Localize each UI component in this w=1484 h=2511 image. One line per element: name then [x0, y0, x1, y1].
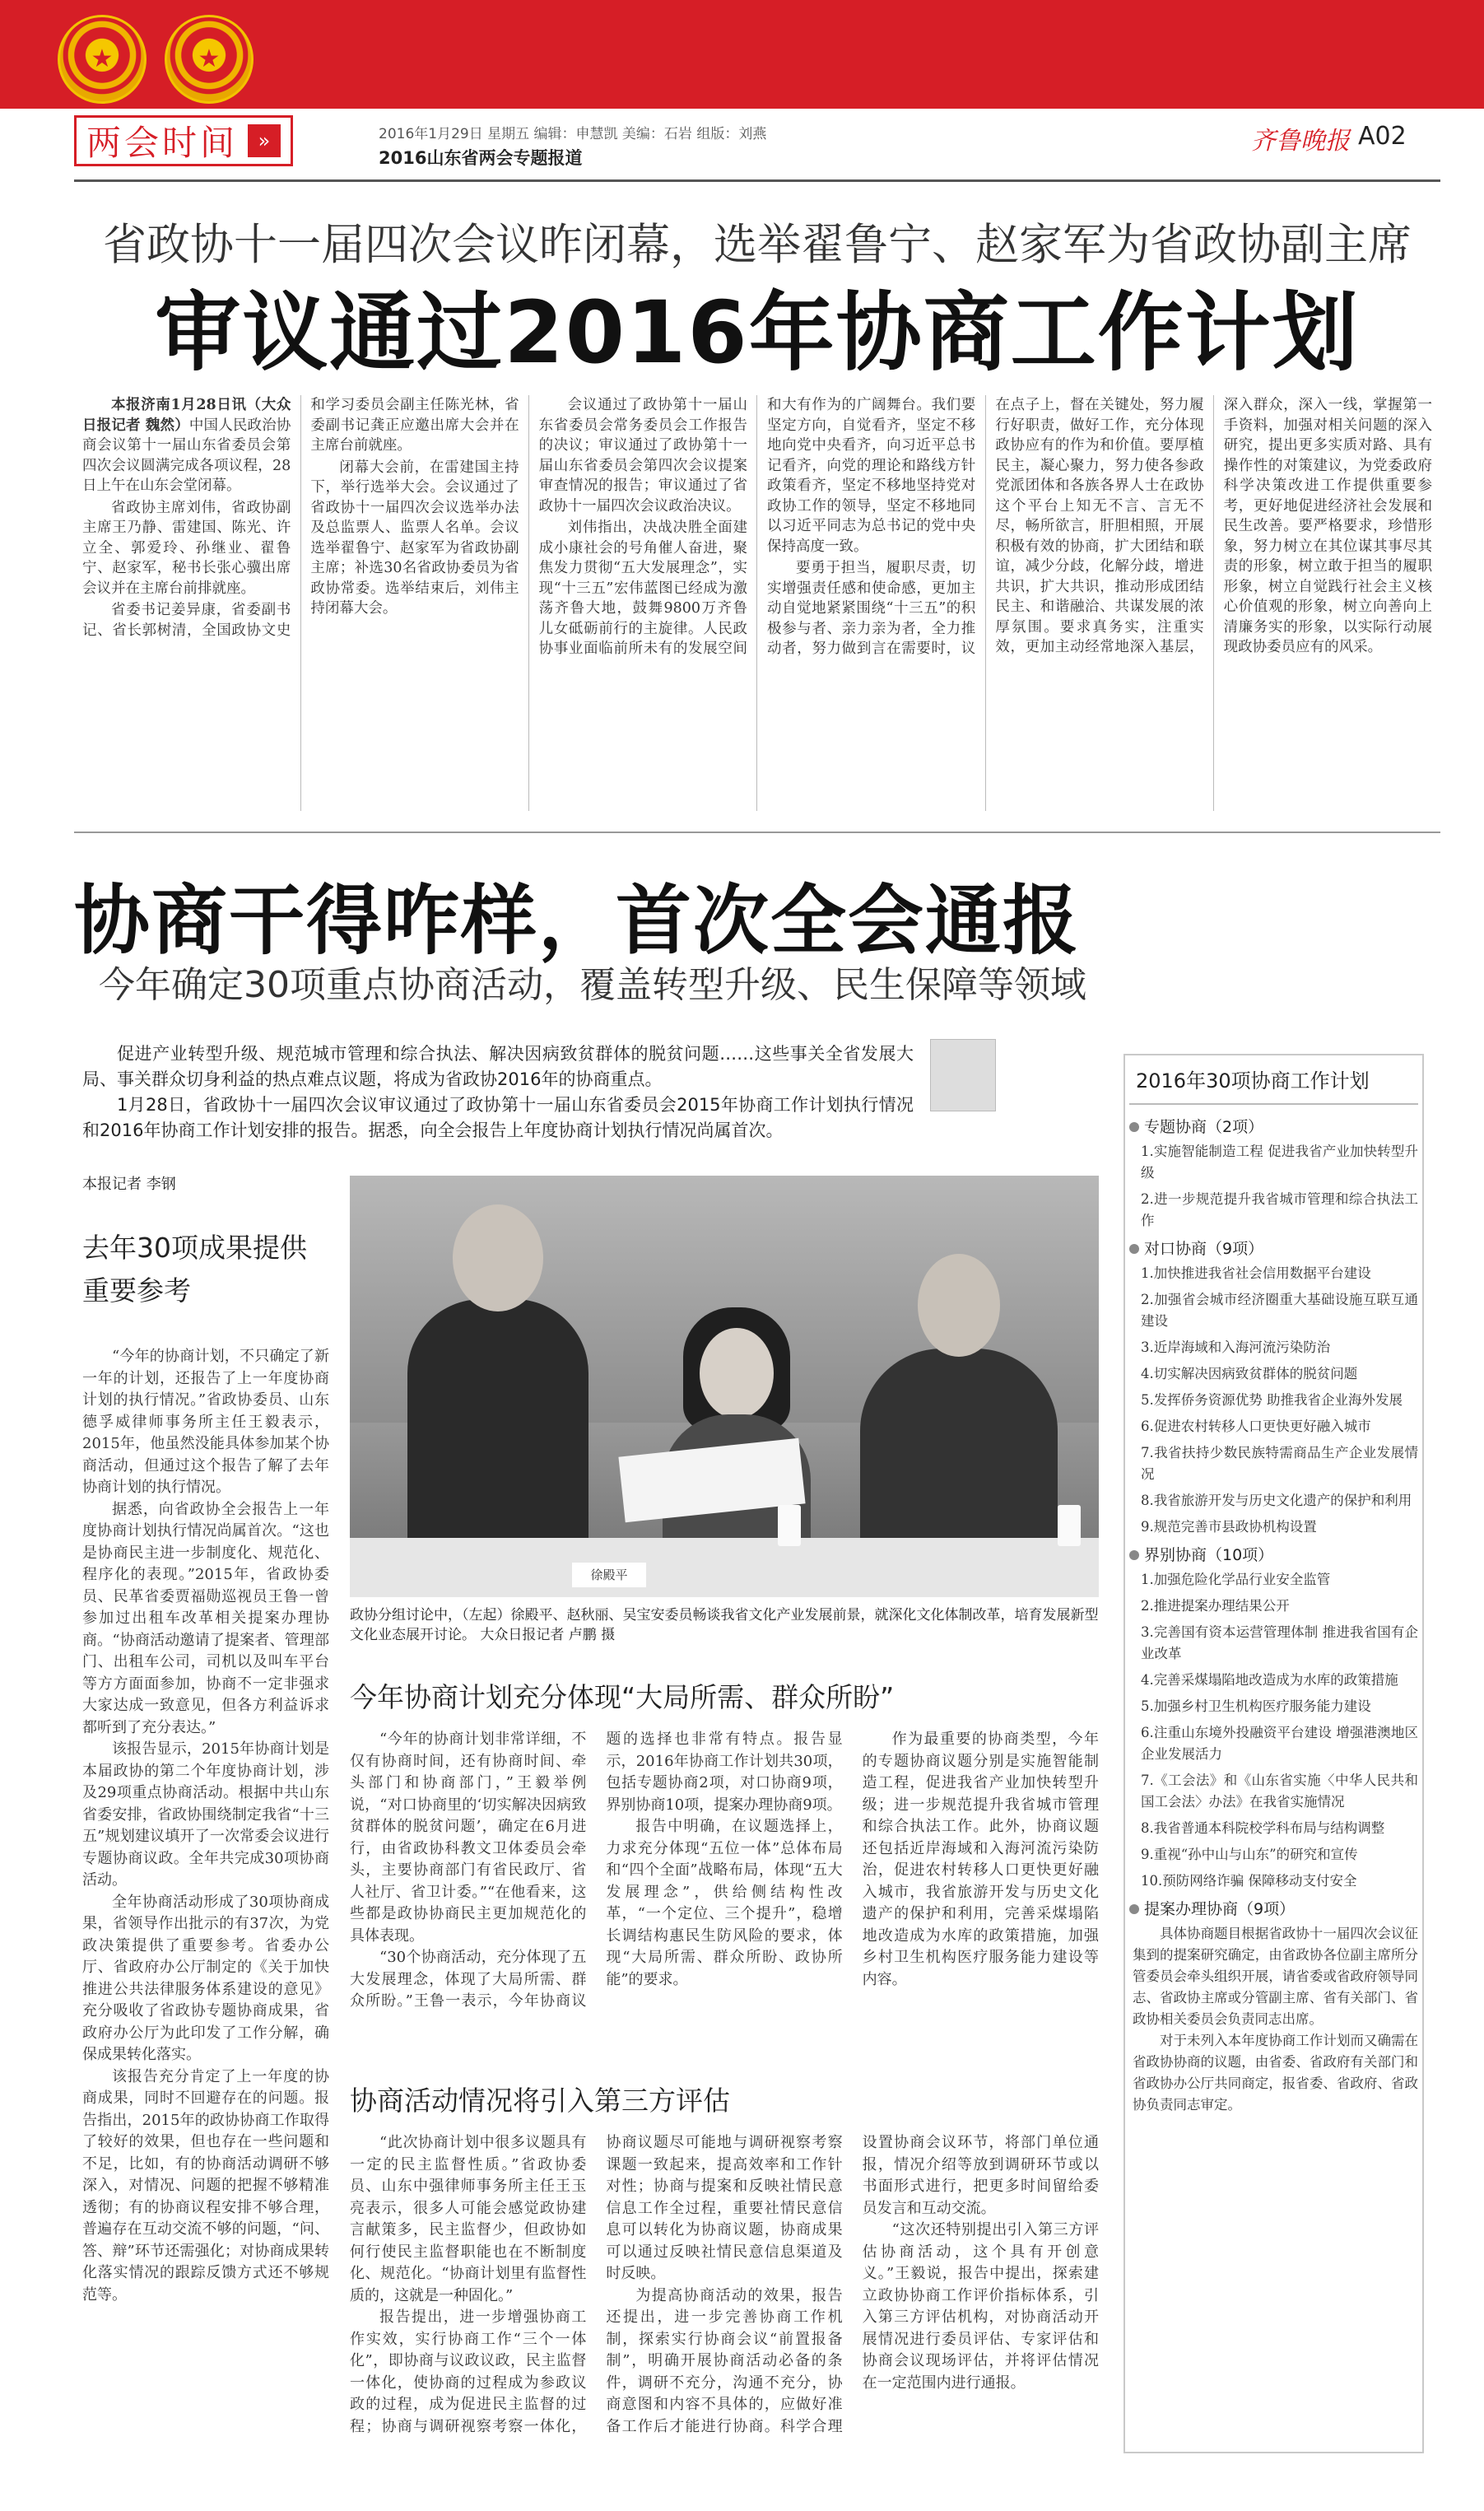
sidebar-item: 6.注重山东境外投融资平台建设 增强港澳地区企业发展活力: [1141, 1725, 1418, 1762]
section1-paragraph: 该报告显示，2015年协商计划是本届政协的第二个年度协商计划，涉及29项重点协商活动。根据中共山东省委安排，省政协围绕制定我省“十三五”规划建议填开了一次常委会议进行专题协商议政。全年共完成30项协商活动。: [82, 1740, 329, 1889]
section1-body: [82, 1346, 329, 2466]
photo-person-left: [407, 1192, 588, 1546]
section-name: 两会时间: [86, 123, 239, 163]
section2-body: [350, 1729, 1099, 2058]
section3-paragraph: 为提高协商活动的效果，报告还提出，进一步完善协商工作机制，探索实行协商会议“前置报备制”，明确开展协商活动必备的条件，调研不充分，沟通不充分，协商意图和内容不具体的，应做好准备工作后才能进行协商。科学合理设置协商会议环节，将部门单位通报，情况介绍等放到调研环节或以书面形式进行，把更多时间留给委员发言和互动交流。: [606, 2134, 1099, 2435]
section3-paragraph: “这次还特别提出引入第三方评估协商活动，这个具有开创意义。”王毅说，报告中提出，探索建立政协协商工作评价指标体系，引入第三方评估机构，对协商活动开展情况进行委员评估、专家评估和协商会议现场评估，并将评估情况在一定范围内进行通报。: [862, 2221, 1099, 2392]
sidebar-item: 2.加强省会城市经济圈重大基础设施互联互通建设: [1141, 1292, 1418, 1329]
section1-paragraph: 据悉，向省政协全会报告上一年度协商计划执行情况尚属首次。“这也是协商民主进一步制度化、规范化、程序化的表现。”2015年，省政协委员、民革省委贾福勋巡视员王鲁一曾参加过出租车改革相关提案办理协商。“协商活动邀请了提案者、管理部门、出租车公司，司机以及叫车平台等方方面面参加，协商不一定非强求大家达成一致意见，但各方利益诉求都听到了充分表达。”: [82, 1500, 329, 1736]
intro-paragraph: 1月28日，省政协十一届四次会议审议通过了政协第十一届山东省委员会2015年协商工作计划执行情况和2016年协商工作计划安排的报告。据悉，向全会报告上年度协商计划执行情况尚属首次。: [82, 1095, 914, 1140]
bullet-icon: [1129, 1904, 1139, 1914]
intro-paragraph: 促进产业转型升级、规范城市管理和综合执法、解决因病致贫群体的脱贫问题……这些事关全省发展大局、事关群众切身利益的热点难点议题，将成为省政协2016年的协商重点。: [82, 1044, 914, 1089]
story1-paragraph: 中国人民政治协商会议第十一届山东省委员会第四次会议圆满完成各项议程，28日上午在山东会堂闭幕。: [82, 417, 291, 494]
sidebar-item: 4.切实解决因病致贫群体的脱贫问题: [1141, 1366, 1358, 1381]
sidebar-note: 具体协商题目根据省政协十一届四次会议征集到的提案研究确定，由省政协各位副主席所分管委员会牵头组织开展，请省委或省政府领导同志、省政协主席或分管副主席、省有关部门、省政协相关委员会负责同志出席。: [1133, 1926, 1418, 2027]
bullet-icon: [1129, 1244, 1139, 1254]
sidebar-item: 4.完善采煤塌陷地改造成为水库的政策措施: [1141, 1672, 1398, 1688]
story2-kicker: 今年确定30项重点协商活动，覆盖转型升级、民生保障等领域: [99, 964, 1086, 1006]
story1-paragraph: 闭幕大会前，在雷建国主持下，举行选举大会。会议通过了省政协十一届四次会议选举办法及总监票人、监票人名单。会议选举翟鲁宁、赵家军为省政协副主席；补选30名省政协委员为省政协常委。选举结束后，刘伟主持闭幕大会。: [310, 459, 519, 617]
story1-headline: 审议通过2016年协商工作计划: [155, 282, 1360, 383]
photo-cup: [1058, 1505, 1081, 1546]
sidebar-item: 5.加强乡村卫生机构医疗服务能力建设: [1141, 1698, 1371, 1714]
sidebar-item: 1.加快推进我省社会信用数据平台建设: [1141, 1265, 1371, 1281]
story1-kicker: 省政协十一届四次会议昨闭幕，选举翟鲁宁、赵家军为省政协副主席: [103, 220, 1412, 270]
sidebar-item: 9.规范完善市县政协机构设置: [1141, 1519, 1317, 1535]
page-number: A02: [1358, 122, 1407, 151]
story1-paragraph: 刘伟指出，决战决胜全面建成小康社会的号角催人奋进，聚焦发力贯彻“五大发展理念”，实现“十三五”宏伟蓝图已经成为激荡齐鲁大地，鼓舞9800万齐鲁儿女砥砺前行的主旋律。人民政协事业面临前所未有的发展空间和大有作为的广阔舞台。我们要坚定方向，自觉看齐，坚定不移地向党中央看齐，向习近平总书记看齐，向党的理论和路线方针政策看齐，坚定不移地坚持党对政协工作的领导，坚定不移地同以习近平同志为总书记的党中央保持高度一致。: [538, 397, 976, 657]
story-divider: [74, 832, 1440, 833]
photo-table: [350, 1538, 1099, 1597]
sidebar-category: [1129, 1238, 1418, 1260]
sidebar-category: [1129, 1898, 1418, 1920]
photo-cup: [778, 1505, 801, 1546]
section1-paragraph: “今年的协商计划，不只确定了新一年的计划，还报告了上一年度协商计划的执行情况。”省政协委员、山东德孚威律师事务所主任王毅表示，2015年，他虽然没能具体参加某个协商活动，但通过这个报告了解了去年协商计划的执行情况。: [82, 1348, 329, 1496]
section3-paragraph: “此次协商计划中很多议题具有一定的民主监督性质。”省政协委员、山东中强律师事务所主任王玉亮表示，很多人可能会感觉政协建言献策多，民主监督少，但政协如何行使民主监督职能也在不断制度化、规范化。“协商计划里有监督性质的，这就是一种固化。”: [350, 2134, 587, 2304]
section2-paragraph: “30个协商活动，充分体现了五大发展理念，体现了大局所需、群众所盼。”王鲁一表示，今年协商议题的选择也非常有特点。报告显示，2016年协商工作计划共30项，包括专题协商2项，对口协商9项，界别协商10项，提案办理协商9项。: [350, 1731, 843, 2010]
sidebar-item: 8.我省旅游开发与历史文化遗产的保护和利用: [1141, 1493, 1412, 1508]
header-divider: [74, 179, 1440, 182]
section1-title: 去年30项成果提供重要参考: [82, 1232, 307, 1307]
sidebar-category: [1129, 1544, 1418, 1566]
sidebar-item: 7.《工会法》和《山东省实施〈中华人民共和国工会法〉办法》在我省实施情况: [1141, 1773, 1418, 1810]
story2-intro: [82, 1041, 914, 1144]
story1-paragraph: 省委书记姜异康，省委副书记、省长郭树清，全国政协文史和学习委员会副主任陈光林，省委副书记龚正应邀出席大会并在主席台前就座。: [82, 397, 519, 639]
story1-paragraph: 省政协主席刘伟，省政协副主席王乃静、雷建国、陈光、许立全、郭爱玲、孙继业、翟鲁宁、赵家军，秘书长张心骥出席会议并在主席台前排就座。: [82, 499, 291, 597]
sidebar-item: 10.预防网络诈骗 保障移动支付安全: [1141, 1873, 1357, 1889]
sidebar-item: 9.重视“孙中山与山东”的研究和宣传: [1141, 1847, 1358, 1862]
issue-subtitle: 2016山东省两会专题报道: [379, 148, 583, 168]
issue-meta: 2016年1月29日 星期五 编辑：申慧凯 美编：石岩 组版：刘燕: [379, 126, 767, 142]
bullet-icon: [1129, 1122, 1139, 1132]
sidebar-item: 3.近岸海域和入海河流污染防治: [1141, 1339, 1331, 1355]
section2-paragraph: 作为最重要的协商类型，今年的专题协商议题分别是实施智能制造工程，促进我省产业加快转型升级；进一步规范提升我省城市管理和综合执法工作。此外，协商议题还包括近岸海域和入海河流污染防治，促进农村转移人口更快更好融入城市，我省旅游开发与历史文化遗产的保护和利用，完善采煤塌陷地改造成为水库的政策措施，加强乡村卫生机构医疗服务能力建设等内容。: [862, 1731, 1099, 1988]
photo-caption: 政协分组讨论中，（左起）徐殿平、赵秋丽、吴宝安委员畅谈我省文化产业发展前景，就深化文化体制改革，培育发展新型文化业态展开讨论。 大众日报记者 卢鹏 摄: [350, 1607, 1099, 1643]
bullet-icon: [1129, 1550, 1139, 1560]
sidebar-content: [1129, 1070, 1418, 2116]
newspaper-brand: 齐鲁晚报: [1251, 127, 1350, 156]
section1-paragraph: 全年协商活动形成了30项协商成果，省领导作出批示的有37次，为党政决策提供了重要参考。省委办公厅、省政府办公厅制定的《关于加快推进公共法律服务体系建设的意见》充分吸收了省政协专题协商成果，省政府办公厅为此印发了工作分解，确保成果转化落实。: [82, 1893, 329, 2063]
sidebar-item: 2.推进提案办理结果公开: [1141, 1598, 1290, 1614]
national-emblem-icon: ★: [58, 15, 147, 104]
category-label: 界别协商（10项）: [1144, 1546, 1274, 1564]
news-photo: [350, 1176, 1099, 1597]
masthead-bar: [0, 0, 1484, 109]
section3-body: [350, 2132, 1099, 2462]
sidebar-item: 6.促进农村转移人口更快更好融入城市: [1141, 1419, 1371, 1434]
double-chevron-icon: »: [248, 124, 281, 157]
story2-headline: 协商干得咋样，首次全会通报: [74, 877, 1081, 965]
sidebar-note: 对于未列入本年度协商工作计划而又确需在省政协协商的议题，由省委、省政府有关部门和省政协办公厅共同商定，报省委、省政府、省政协负责同志审定。: [1133, 2033, 1418, 2113]
sidebar-item: 8.我省普通本科院校学科布局与结构调整: [1141, 1820, 1385, 1836]
section-tag: [74, 115, 293, 166]
sidebar-item: 3.完善国有资本运营管理体制 推进我省国有企业改革: [1141, 1624, 1418, 1661]
section3-title: 协商活动情况将引入第三方评估: [350, 2085, 730, 2117]
section2-title: 今年协商计划充分体现“大局所需、群众所盼”: [350, 1681, 895, 1713]
section2-paragraph: “今年的协商计划非常详细，不仅有协商时间，还有协商时间、牵头部门和协商部门，”王毅举例说，“对口协商里的‘切实解决因病致贫群体的脱贫问题’，确定在6月进行，由省政协科教文卫体委员会牵头，主要协商部门有省民政厅、省人社厅、省卫计委。”“在他看来，这些都是政协协商民主更加规范化的具体表现。: [350, 1731, 587, 1945]
story1-paragraph: 会议通过了政协第十一届山东省委员会常务委员会工作报告的决议；审议通过了政协第十一届山东省委员会第四次会议提案审查情况的报告；审议通过了省政协十一届四次会议政治决议。: [538, 397, 747, 515]
sidebar-item: 5.发挥侨务资源优势 助推我省企业海外发展: [1141, 1392, 1403, 1408]
sidebar-item: 7.我省扶持少数民族特需商品生产企业发展情况: [1141, 1445, 1418, 1482]
category-label: 提案办理协商（9项）: [1144, 1900, 1296, 1918]
decorative-block: [930, 1039, 996, 1111]
cppcc-emblem-icon: ★: [165, 15, 254, 104]
photo-name-card: 徐殿平: [572, 1563, 646, 1587]
sidebar-category: [1129, 1116, 1418, 1138]
category-label: 专题协商（2项）: [1144, 1118, 1264, 1136]
photo-person-right: [860, 1254, 1058, 1567]
section1-paragraph: 该报告充分肯定了上一年度的协商成果，同时不回避存在的问题。报告指出，2015年的政协协商工作取得了较好的效果，但也存在一些问题和不足，比如，有的协商活动调研不够深入，对情况、问题的把握不够精准透彻；有的协商议程安排不够合理，普遍存在互动交流不够的问题，“问、答、辩”环节还需强化；对协商成果转化落实情况的跟踪反馈方式还不够规范等。: [82, 2067, 329, 2304]
sidebar-item: 1.加强危险化学品行业安全监管: [1141, 1572, 1331, 1587]
story1-body: [82, 395, 1432, 811]
sidebar-title: 2016年30项协商工作计划: [1129, 1070, 1418, 1105]
sidebar-item: 1.实施智能制造工程 促进我省产业加快转型升级: [1141, 1144, 1418, 1181]
category-label: 对口协商（9项）: [1144, 1240, 1264, 1258]
section3-paragraph: 报告提出，进一步增强协商工作实效，实行协商工作“三个一体化”，即协商与议政议政，民主监督一体化，使协商的过程成为参政议政的过程，成为促进民主监督的过程；协商与调研视察考察一体化，协商议题尽可能地与调研视察考察课题一致起来，提高效率和工作针对性；协商与提案和反映社情民意信息工作全过程，重要社情民意信息可以转化为协商议题，协商成果可以通过反映社情民意信息渠道及时反映。: [350, 2134, 843, 2435]
sidebar-item: 2.进一步规范提升我省城市管理和综合执法工作: [1141, 1191, 1418, 1228]
byline: 本报记者 李钢: [82, 1176, 176, 1193]
section2-paragraph: 报告中明确，在议题选择上，力求充分体现“五位一体”总体布局和“四个全面”战略布局，体现“五大发展理念”，供给侧结构性改革，“一个定位、三个提升”，稳增长调结构惠民生防风险的要求，体现“大局所需、群众所盼、政协所能”的要求。: [606, 1818, 843, 1988]
story1-paragraph: 要勇于担当，履职尽责，切实增强责任感和使命感，更加主动自觉地紧紧围绕“十三五”的积极参与者、亲力亲为者，全力推动者，努力做到言在需要时，议在点子上，督在关键处，努力履行好职责，做好工作，充分体现政协应有的作为和价值。要厚植民主，凝心聚力，努力使各参政党派团体和各族各界人士在政协这个平台上知无不言、言无不尽，畅所欲言，肝胆相照，开展积极有效的协商，扩大团结和联谊，减少分歧，化解分歧，增进共识，扩大共识，推动形成团结民主、和谐融洽、共谋发展的浓厚氛围。要求真务实，注重实效，更加主动经常地深入基层，深入群众，深入一线，掌握第一手资料，加强对相关问题的深入研究，提出更多实质对路、具有操作性的对策建议，为党委政府科学决策改进工作提供重要参考，更好地促进经济社会发展和民生改善。要严格要求，珍惜形象，努力树立在其位谋其事尽其责的形象，树立敢于担当的履职形象，树立自觉践行社会主义核心价值观的形象，树立向善向上清廉务实的形象，以实际行动展现政协委员应有的风采。: [766, 397, 1432, 657]
story1-dateline: 本报济南1月28日讯（大众日报记者 魏然）: [82, 397, 291, 434]
